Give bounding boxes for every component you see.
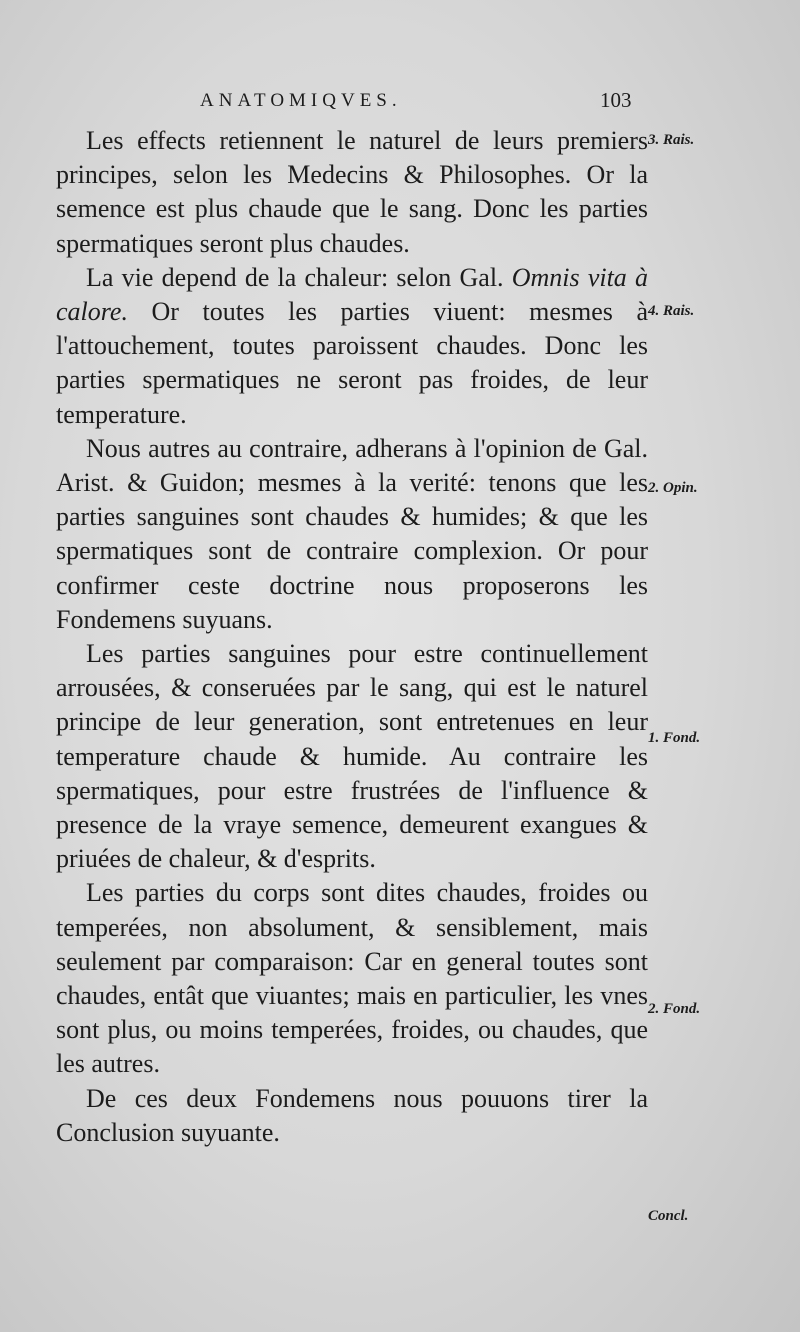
paragraph-2 — [56, 261, 648, 432]
paragraph-2-text-after: Or toutes les parties viuent: mesmes à l'attouchement, toutes paroissent chaudes. Donc les parties spermatiques ne seront pas froides, de leur temperature. — [56, 297, 648, 429]
margin-note-4-rais: 4. Rais. — [648, 303, 695, 319]
paragraph-3-text: Nous autres au contraire, adherans à l'opinion de Gal. Arist. & Guidon; mesmes à la verité: tenons que les parties sanguines sont chaudes & humides; & que les spermatiques sont de contraire complexion. Or pour confirmer ceste doctrine nous proposerons les Fondemens suyuans. — [56, 433, 648, 634]
margin-note-2-fond: 2. Fond. — [648, 1001, 701, 1017]
paragraph-1 — [56, 124, 648, 261]
paragraph-6 — [56, 1082, 648, 1150]
margin-note-2-opin: 2. Opin. — [648, 480, 698, 496]
paragraph-4 — [56, 637, 648, 876]
margin-note-concl: Concl. — [648, 1208, 689, 1224]
paragraph-6-text: De ces deux Fondemens nous pouuons tirer la Conclusion suyuante. — [56, 1083, 648, 1147]
paragraph-5-text: Les parties du corps sont dites chaudes, froides ou temperées, non absolument, & sensiblement, mais seulement par comparaison: Car en general toutes sont chaudes, entât que viuantes; mais en particulier, les vnes sont plus, ou moins temperées, froides, ou chaudes, que les autres. — [56, 878, 648, 1079]
paragraph-1-text: Les effects retiennent le naturel de leurs premiers principes, selon les Medecins & Philosophes. Or la semence est plus chaude que le sang. Donc les parties spermatiques seront plus chaudes. — [56, 126, 648, 258]
paragraph-4-text: Les parties sanguines pour estre continuellement arrousées, & conseruées par le sang, qui est le naturel principe de leur generation, sont entretenues en leur temperature chaude & humide. Au contraire les spermatiques, pour estre frustrées de l'influence & presence de la vraye semence, demeurent exangues & priuées de chaleur, & d'esprits. — [56, 639, 648, 874]
latin-quote: Omnis vita à calore. — [56, 262, 648, 327]
margin-note-1-fond: 1. Fond. — [648, 730, 701, 746]
paragraph-5 — [56, 876, 648, 1081]
paragraph-2-text-before: La vie depend de la chaleur: selon Gal. — [86, 262, 512, 292]
running-head: ANATOMIQVES. — [200, 90, 402, 111]
body-text — [56, 124, 648, 1150]
margin-note-3-rais: 3. Rais. — [648, 132, 695, 148]
paragraph-3 — [56, 432, 648, 637]
page-number: 103 — [600, 88, 632, 112]
